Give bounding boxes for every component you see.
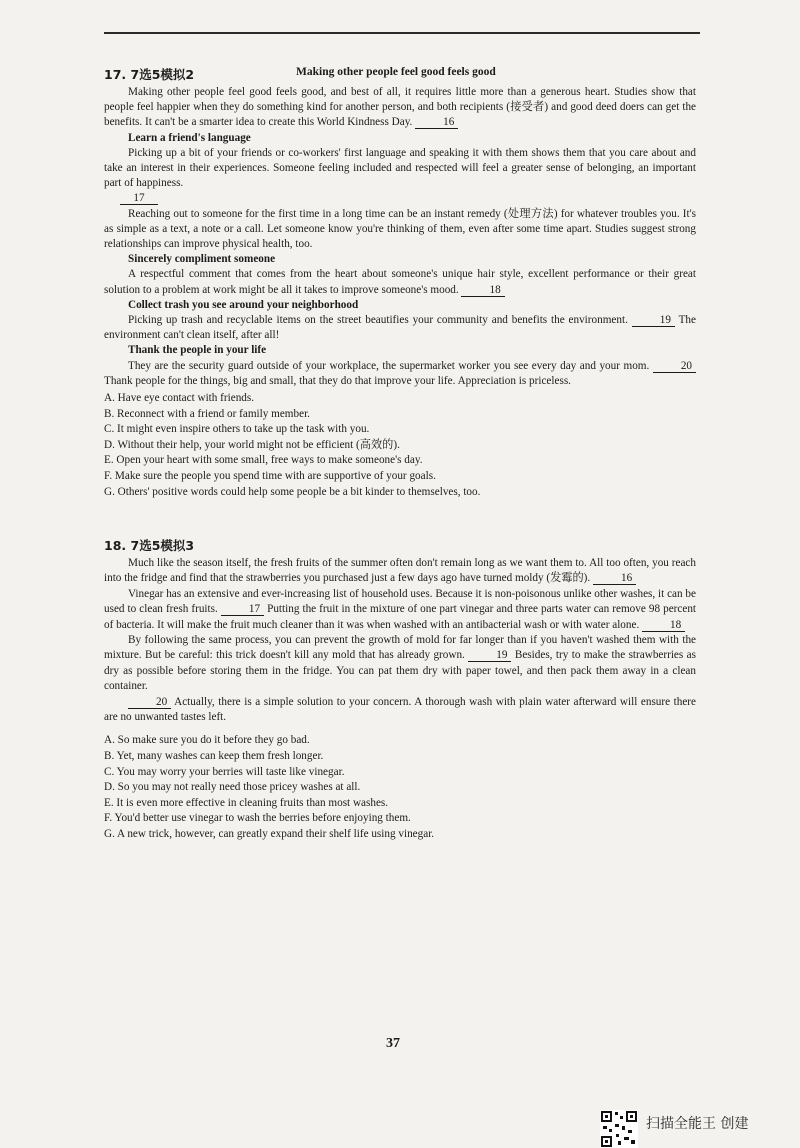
paragraph-thank: They are the security guard outside of your workplace, the supermarket worker you see every day and your mom. 20 Thank people for the things, big and small, that they do that improve your life. Appreciation is priceless. (104, 359, 696, 389)
qr-code-icon (600, 1110, 638, 1148)
question-18 (104, 536, 696, 843)
options-list (104, 391, 696, 500)
option-f: F. You'd better use vinegar to wash the berries before enjoying them. (104, 812, 411, 825)
option-g: G. Others' positive words could help some people be a bit kinder to themselves, too. (104, 485, 481, 498)
option-c: C. You may worry your berries will taste like vinegar. (104, 765, 345, 778)
paragraph-trash: Picking up trash and recyclable items on the street beautifies your community and benefits the environment. 19 The environment can't clean itself, after all! (104, 314, 696, 342)
question-number: 18. 7选5模拟3 (104, 538, 195, 553)
blank-19: 19 (468, 649, 511, 662)
question-18-header (104, 536, 696, 556)
options-list (104, 733, 696, 842)
subheading-compliment: Sincerely compliment someone (128, 253, 276, 266)
paragraph-fruits: Much like the season itself, the fresh fruits of the summer often don't remain long as we want them to. All too often, you reach into the fridge and find that the strawberries you purchased just a few days ago have turned moldy (发霉的). 16 (104, 557, 696, 585)
paragraph-compliment: A respectful comment that comes from the heart about someone's unique hair style, excellent performance or their great solution to a problem at work might be all it takes to improve someone's mood. 18 (104, 268, 696, 296)
option-f: F. Make sure the people you spend time with are supportive of your goals. (104, 470, 436, 483)
scanner-watermark: 扫描全能王 创建 (646, 1116, 749, 1132)
blank-20: 20 (128, 696, 171, 709)
top-rule (104, 32, 700, 34)
paragraph-solution: 20 Actually, there is a simple solution to your concern. A thorough wash with plain water afterward will ensure there are no unwanted tastes left. (104, 695, 696, 724)
question-17-header (104, 65, 696, 85)
subheading-collect-trash: Collect trash you see around your neighborhood (128, 298, 359, 311)
blank-20: 20 (653, 360, 696, 373)
blank-17-line (104, 191, 696, 206)
option-e: E. It is even more effective in cleaning fruits than most washes. (104, 796, 389, 809)
passage-title: Making other people feel good feels good (296, 66, 496, 78)
option-e: E. Open your heart with some small, free ways to make someone's day. (104, 454, 423, 467)
paragraph-vinegar: Vinegar has an extensive and ever-increasing list of household uses. Because it is non-poisonous unlike other washes, it can be used to clean fresh fruits. 17 Putting the fruit in the mixture of one part vinegar and three parts water can remove 98 percent of bacteria. It will make the fruit much cleaner than it was when washed with an antibacterial wash or with water alone. 18 (104, 587, 697, 631)
blank-18: 18 (642, 619, 685, 632)
option-d: D. So you may not really need those pricey washes at all. (104, 781, 361, 794)
paragraph-process: By following the same process, you can prevent the growth of mold for far longer than if you haven't washed them with the mixture. But be careful: this trick doesn't kill any mold that has already grown. 19 Besides, try to make the strawberries as dry as possible before storing them in the fridge. You can pat them dry with paper towel, and then pack them away in a clean container. (104, 634, 696, 693)
option-d: D. Without their help, your world might not be efficient (高效的). (104, 438, 400, 451)
option-b: B. Yet, many washes can keep them fresh longer. (104, 750, 324, 763)
question-17 (104, 65, 696, 500)
blank-18: 18 (461, 284, 504, 297)
question-number: 17. 7选5模拟2 (104, 67, 195, 82)
page-number: 37 (386, 1036, 400, 1051)
paragraph-reach-out: Reaching out to someone for the first time in a long time can be an instant remedy (处理方法) for whatever troubles you. It's as simple as a text, a note or a call. Let someone know you're thinking of them, even after some time apart. Studies suggest strong relationships can improve physical health, too. (104, 207, 696, 251)
option-g: G. A new trick, however, can greatly expand their shelf life using vinegar. (104, 828, 435, 841)
blank-17: 17 (221, 603, 264, 616)
blank-17: 17 (120, 192, 158, 205)
option-c: C. It might even inspire others to take up the task with you. (104, 423, 370, 436)
option-a: A. Have eye contact with friends. (104, 392, 255, 405)
intro-paragraph: Making other people feel good feels good, and best of all, it requires little more than a generous heart. Studies show that people feel happier when they do something kind for another person, and both recipients (接受者) and good deed doers can get the benefits. It can't be a smarter idea to create this World Kindness Day. 16 (104, 86, 696, 129)
blank-16: 16 (593, 572, 636, 585)
option-b: B. Reconnect with a friend or family member. (104, 407, 310, 420)
option-a: A. So make sure you do it before they go bad. (104, 734, 310, 747)
subheading-thank-people: Thank the people in your life (128, 344, 267, 357)
paragraph-language: Picking up a bit of your friends or co-workers' first language and speaking it with them shows them that you care about and take an interest in their experiences. Someone feeling included and respected will feel a greater sense of belonging, an important part of happiness. (104, 146, 696, 190)
blank-16: 16 (415, 116, 458, 129)
blank-19: 19 (632, 314, 675, 327)
subheading-learn-language: Learn a friend's language (128, 131, 251, 144)
